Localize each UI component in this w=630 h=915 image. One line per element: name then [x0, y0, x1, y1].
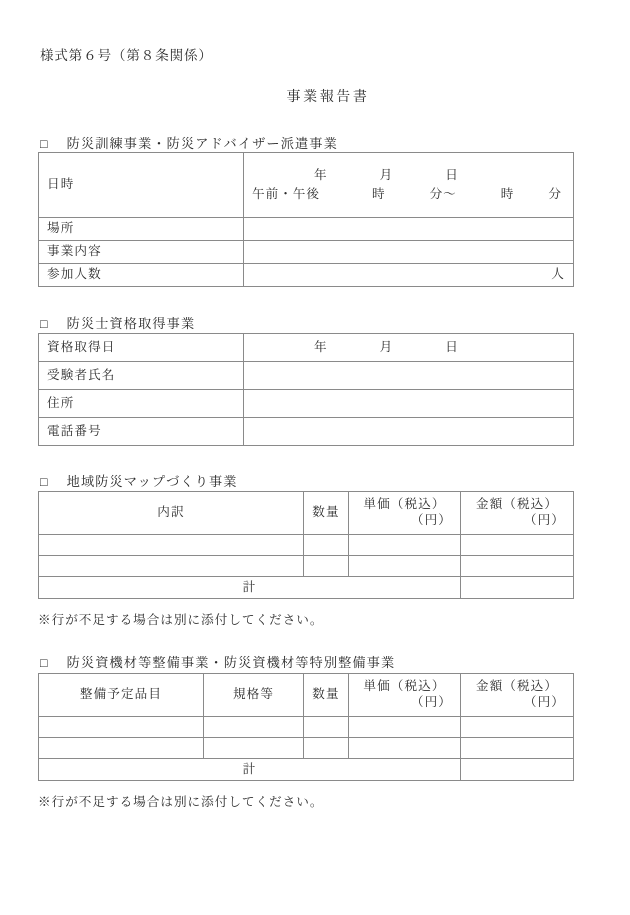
item-cell[interactable]	[39, 738, 204, 759]
checkbox-section-4[interactable]: □	[40, 656, 49, 670]
place-value[interactable]	[244, 218, 574, 241]
checkbox-section-3[interactable]: □	[40, 475, 49, 489]
datetime-date-line	[252, 168, 565, 183]
table-header-row	[39, 492, 574, 535]
table-disaster-map	[38, 491, 574, 599]
column-header-quantity: 数量	[304, 492, 349, 535]
amount-cell[interactable]	[461, 738, 574, 759]
page-title: 事業報告書	[286, 90, 370, 105]
examinee-name-label: 受験者氏名	[39, 362, 244, 390]
table-row	[39, 362, 574, 390]
examinee-name-value[interactable]	[244, 362, 574, 390]
unit-price-cell[interactable]	[349, 535, 461, 556]
column-header-unit-price	[349, 674, 461, 717]
column-header-spec: 規格等	[204, 674, 304, 717]
breakdown-cell[interactable]	[39, 535, 304, 556]
column-header-unit-price	[349, 492, 461, 535]
unit-price-line2: （円）	[410, 695, 452, 709]
participants-label: 参加人数	[39, 264, 244, 287]
table-row	[39, 241, 574, 264]
place-label: 場所	[39, 218, 244, 241]
participants-value[interactable]	[244, 264, 574, 287]
unit-price-line1: 単価（税込）	[363, 497, 446, 512]
section-1-label: 防災訓練事業・防災アドバイザー派遣事業	[66, 136, 338, 151]
amount-line2: （円）	[523, 695, 565, 709]
note-attach-rows-1: ※行が不足する場合は別に添付してください。	[38, 613, 324, 627]
acquire-date-value[interactable]	[244, 334, 574, 362]
total-label: 計	[39, 759, 461, 781]
unit-price-cell[interactable]	[349, 717, 461, 738]
datetime-time-line	[252, 187, 565, 202]
amount-cell[interactable]	[461, 556, 574, 577]
table-equipment-maintenance	[38, 673, 574, 781]
amount-cell[interactable]	[461, 535, 574, 556]
quantity-cell[interactable]	[304, 738, 349, 759]
phone-value[interactable]	[244, 418, 574, 446]
checkbox-section-2[interactable]: □	[40, 317, 49, 331]
section-heading-2	[40, 313, 195, 332]
acquire-date-line	[252, 340, 565, 355]
table-row	[39, 218, 574, 241]
column-header-amount	[461, 674, 574, 717]
unit-price-line1: 単価（税込）	[363, 679, 446, 694]
minute-range-label: 分～	[429, 186, 457, 201]
section-heading-4	[40, 652, 395, 671]
column-header-amount	[461, 492, 574, 535]
table-header-row	[39, 674, 574, 717]
month-label: 月	[379, 168, 394, 183]
table-row	[39, 717, 574, 738]
amount-line1: 金額（税込）	[475, 679, 559, 694]
item-cell[interactable]	[39, 717, 204, 738]
content-label: 事業内容	[39, 241, 244, 264]
acquire-date-label: 資格取得日	[39, 334, 244, 362]
table-row	[39, 556, 574, 577]
table-row	[39, 738, 574, 759]
year-label: 年	[314, 339, 328, 354]
ampm-label: 午前・午後	[252, 186, 320, 201]
unit-price-line2: （円）	[410, 513, 452, 527]
table-total-row	[39, 759, 574, 781]
amount-cell[interactable]	[461, 717, 574, 738]
table-row	[39, 390, 574, 418]
table-row	[39, 153, 574, 218]
table-bousaishi-qualification	[38, 333, 574, 446]
table-row	[39, 418, 574, 446]
quantity-cell[interactable]	[304, 556, 349, 577]
spec-cell[interactable]	[204, 738, 304, 759]
column-header-item: 整備予定品目	[39, 674, 204, 717]
form-number: 様式第６号（第８条関係）	[40, 48, 213, 63]
day-label: 日	[445, 168, 459, 183]
quantity-cell[interactable]	[304, 717, 349, 738]
quantity-cell[interactable]	[304, 535, 349, 556]
table-disaster-drill	[38, 152, 574, 287]
total-value[interactable]	[461, 759, 574, 781]
column-header-breakdown: 内訳	[39, 492, 304, 535]
section-4-label: 防災資機材等整備事業・防災資機材等特別整備事業	[66, 655, 396, 670]
section-heading-3	[40, 471, 238, 490]
unit-price-cell[interactable]	[349, 556, 461, 577]
spec-cell[interactable]	[204, 717, 304, 738]
month-label: 月	[379, 339, 394, 354]
participants-unit: 人	[551, 267, 565, 282]
content-value[interactable]	[244, 241, 574, 264]
section-heading-1	[40, 133, 338, 152]
address-label: 住所	[39, 390, 244, 418]
address-value[interactable]	[244, 390, 574, 418]
table-row	[39, 334, 574, 362]
breakdown-cell[interactable]	[39, 556, 304, 577]
datetime-label: 日時	[39, 153, 244, 218]
note-attach-rows-2: ※行が不足する場合は別に添付してください。	[38, 795, 324, 809]
day-label: 日	[445, 339, 459, 354]
unit-price-cell[interactable]	[349, 738, 461, 759]
amount-line1: 金額（税込）	[475, 497, 559, 512]
column-header-quantity: 数量	[304, 674, 349, 717]
checkbox-section-1[interactable]: □	[40, 137, 49, 151]
minute-end-label: 分	[548, 186, 562, 201]
year-label: 年	[314, 168, 328, 183]
section-3-label: 地域防災マップづくり事業	[66, 474, 238, 489]
amount-line2: （円）	[523, 513, 565, 527]
phone-label: 電話番号	[39, 418, 244, 446]
table-row	[39, 535, 574, 556]
table-total-row	[39, 577, 574, 599]
total-label: 計	[39, 577, 461, 599]
total-value[interactable]	[461, 577, 574, 599]
hour-end-label: 時	[500, 186, 515, 201]
table-row	[39, 264, 574, 287]
hour-label: 時	[371, 186, 386, 201]
section-2-label: 防災士資格取得事業	[66, 316, 196, 331]
datetime-value[interactable]	[244, 153, 574, 218]
